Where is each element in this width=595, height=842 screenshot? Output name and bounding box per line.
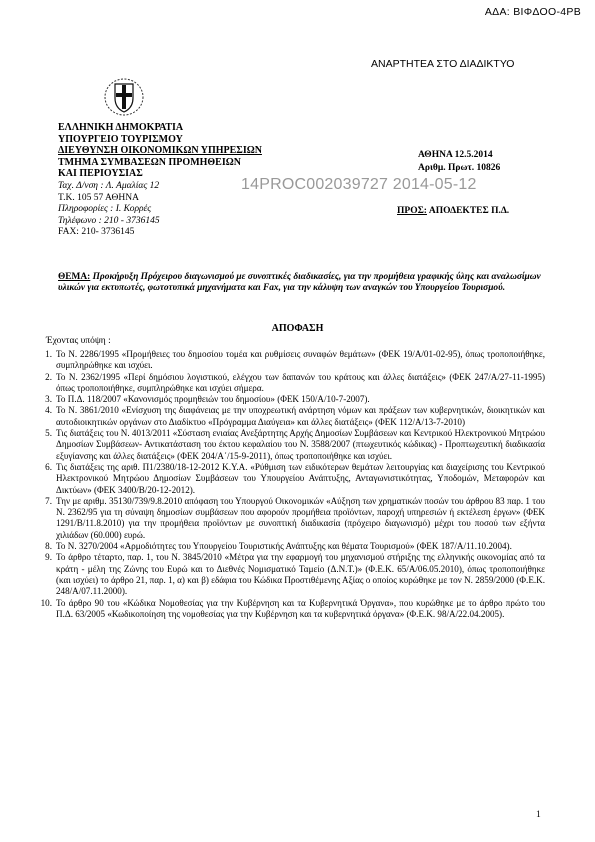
decision-title: ΑΠΟΦΑΣΗ	[271, 323, 324, 334]
header-line: ΥΠΟΥΡΓΕΙΟ ΤΟΥΡΙΣΜΟΥ	[58, 133, 183, 145]
protocol-number: Αριθμ. Πρωτ. 10826	[418, 163, 501, 173]
contact-fax: FAX: 210- 3736145	[58, 227, 135, 238]
list-item	[34, 552, 545, 597]
posted-label: ΑΝΑΡΤΗΤΕΑ ΣΤΟ ΔΙΑΔΙΚΤΥΟ	[371, 58, 515, 70]
list-item-text: Τις διατάξεις της αριθ. Π1/2380/18-12-2012 Κ.Υ.Α. «Ρύθμιση των ειδικότερων θεμάτων λειτουργίας και διαχείρισης του Κεντρικού Ηλεκτρονικού Μητρώου Δημοσίων Συμβάσεων του Υπουργείου Ανάπτυξης, Ανταγωνιστικότητας, Υποδομών, Μεταφορών και Δικτύων» (ΦΕΚ 3400/Β/20-12-2012).	[56, 461, 545, 495]
list-item-number: 10.	[40, 597, 52, 608]
list-item-number: 5.	[45, 428, 52, 439]
list-item-number: 8.	[45, 541, 52, 552]
list-item-number: 1.	[45, 349, 52, 359]
list-item	[34, 496, 545, 541]
contact-info: Πληροφορίες : Ι. Κορρές	[58, 204, 152, 215]
list-item	[34, 462, 545, 496]
greek-emblem-icon	[104, 78, 144, 116]
recipients	[397, 206, 509, 216]
header-line: ΔΙΕΥΘΥΝΣΗ ΟΙΚΟΝΟΜΙΚΩΝ ΥΠΗΡΕΣΙΩΝ	[58, 145, 262, 156]
contact-block	[58, 181, 160, 239]
list-item-text: Το άρθρο τέταρτο, παρ. 1, του Ν. 3845/2010 «Μέτρα για την εφαρμογή του μηχανισμού στήριξης της ελληνικής οικονομίας από τα κράτη - μέλη της Ζώνης του Ευρώ και το Διεθνές Νομισματικό Ταμείο (Δ.Ν.Τ.)» (Φ.Ε.Κ. 65/Α/06.05.2010), όπως τροποποιήθηκε (και ισχύει) το άρθρο 21, παρ. 1, α) και β) εδάφια του Κώδικα Προστιθέμενης Αξίας ο οποίος κυρώθηκε με τον Ν. 2859/2000 (Φ.Ε.Κ. 248/Α/07.11.2000).	[56, 552, 545, 597]
list-item-number: 3.	[45, 394, 52, 405]
list-item	[34, 428, 545, 462]
recipients-label: ΠΡΟΣ:	[397, 206, 427, 216]
list-item	[34, 541, 545, 552]
list-item	[34, 405, 545, 428]
list-item	[34, 372, 545, 395]
subject-label: ΘΕΜΑ:	[58, 272, 91, 282]
list-item-number: 4.	[45, 405, 52, 416]
subject-text: Προκήρυξη Πρόχειρου διαγωνισμού με συνοπτικές διαδικασίες, για την προμήθεια γραφικής ύλης και αναλωσίμων υλικών για εκτυπωτές, φωτοτυπικά μηχανήματα και Fax, για την κάλυψη των αναγκών του Υπουργείου Τουρισμού.	[58, 272, 541, 294]
recipients-value: ΑΠΟΔΕΚΤΕΣ Π.Δ.	[428, 206, 510, 216]
list-item-text: Το άρθρο 90 του «Κώδικα Νομοθεσίας για την Κυβέρνηση και τα Κυβερνητικά Όργανα», που κυρώθηκε με το άρθρο πρώτο του Π.Δ. 63/2005 «Κωδικοποίηση της νομοθεσίας για την Κυβέρνηση και τα κυβερνητικά όργανα» (Φ.Ε.Κ. 98/Α/22.04.2005).	[56, 597, 545, 619]
doc-id: ΑΔΑ: ΒΙΦΔΟΟ-4ΡΒ	[484, 6, 581, 18]
contact-address: Ταχ. Δ/νση : Λ. Αμαλίας 12	[58, 181, 160, 191]
list-item-text: Το Ν. 3270/2004 «Αρμοδιότητες του Υπουργείου Τουριστικής Ανάπτυξης και θέματα Τουρισμού» (ΦΕΚ 187/Α/11.10.2004).	[56, 541, 512, 552]
protocol-stamp: 14PROC002039727 2014-05-12	[241, 176, 477, 193]
list-item	[34, 349, 545, 372]
header-line: ΚΑΙ ΠΕΡΙΟΥΣΙΑΣ	[58, 168, 143, 179]
list-item-number: 7.	[45, 495, 52, 506]
list-item-number: 6.	[45, 461, 52, 472]
list-item-text: Το Ν. 2362/1995 «Περί δημόσιου λογιστικού, ελέγχου των δαπανών του κράτους και άλλες διατάξεις» (ΦΕΚ 247/Α/27-11-1995) όπως τροποποιήθηκε, συμπληρώθηκε και ισχύει σήμερα.	[56, 371, 545, 393]
list-item-text: Το Ν. 2286/1995 «Προμήθειες του δημοσίου τομέα και ρυθμίσεις συναφών θεμάτων» (ΦΕΚ 19/Α/01-02-95), όπως τροποποιήθηκε, συμπληρώθηκε και ισχύει.	[56, 349, 545, 371]
list-item-text: Το Ν. 3861/2010 «Ενίσχυση της διαφάνειας με την υποχρεωτική ανάρτηση νόμων και πράξεων των κυβερνητικών, διοικητικών και αυτοδιοικητικών οργάνων στο Διαδίκτυο «Πρόγραμμα Διαύγεια» και άλλες διατάξεις» (ΦΕΚ 112/Α/13-7-2010)	[56, 405, 545, 427]
list-item	[34, 598, 545, 621]
contact-postcode: Τ.Κ. 105 57 ΑΘΗΝΑ	[58, 192, 139, 203]
list-item	[34, 394, 545, 405]
considerations-list	[34, 349, 545, 620]
list-item-text: Την με αριθμ. 35130/739/9.8.2010 απόφαση του Υπουργού Οικονομικών «Αύξηση των χρηματικών ποσών του άρθρου 83 παρ. 1 του Ν. 2362/95 για τη σύναψη δημοσίων συμβάσεων που αφορούν προμήθεια προϊόντων, παροχή υπηρεσιών ή εκτέλεση έργων» (ΦΕΚ 1291/Β/11.8.2010) για την προμήθεια προϊόντων με συνοπτική διαδικασία (πρόχειρο διαγωνισμό) μέχρι του ποσού των εξήντα χιλιάδων (60.000) ευρώ.	[56, 495, 545, 540]
list-item-text: Το Π.Δ. 118/2007 «Κανονισμός προμηθειών του δημοσίου» (ΦΕΚ 150/Α/10-7-2007).	[56, 394, 370, 405]
having-regard: Έχοντας υπόψη :	[46, 336, 111, 346]
contact-phone: Τηλέφωνο : 210 - 3736145	[58, 215, 160, 226]
list-item-number: 9.	[45, 552, 52, 563]
page-number: 1	[536, 810, 541, 820]
place-date: ΑΘΗΝΑ 12.5.2014	[418, 150, 493, 160]
list-item-text: Τις διατάξεις του Ν. 4013/2011 «Σύσταση ενιαίας Ανεξάρτητης Αρχής Δημοσίων Συμβάσεων και Κεντρικού Ηλεκτρονικού Μητρώου Δημοσίων Συμβάσεων- Αντικατάσταση του έκτου κεφαλαίου του Ν. 3588/2007 (πτωχευτικός κώδικας) - Προπτωχευτική διαδικασία εξυγίανσης και άλλες διατάξεις» (ΦΕΚ 204/Α΄/15-9-2011), όπως τροποποιήθηκε και ισχύει.	[56, 428, 545, 461]
header-block	[58, 122, 262, 180]
list-item-number: 2.	[45, 371, 52, 382]
subject	[58, 272, 546, 294]
header-line: ΕΛΛΗΝΙΚΗ ΔΗΜΟΚΡΑΤΙΑ	[58, 122, 184, 133]
header-line: ΤΜΗΜΑ ΣΥΜΒΑΣΕΩΝ ΠΡΟΜΗΘΕΙΩΝ	[58, 156, 241, 168]
